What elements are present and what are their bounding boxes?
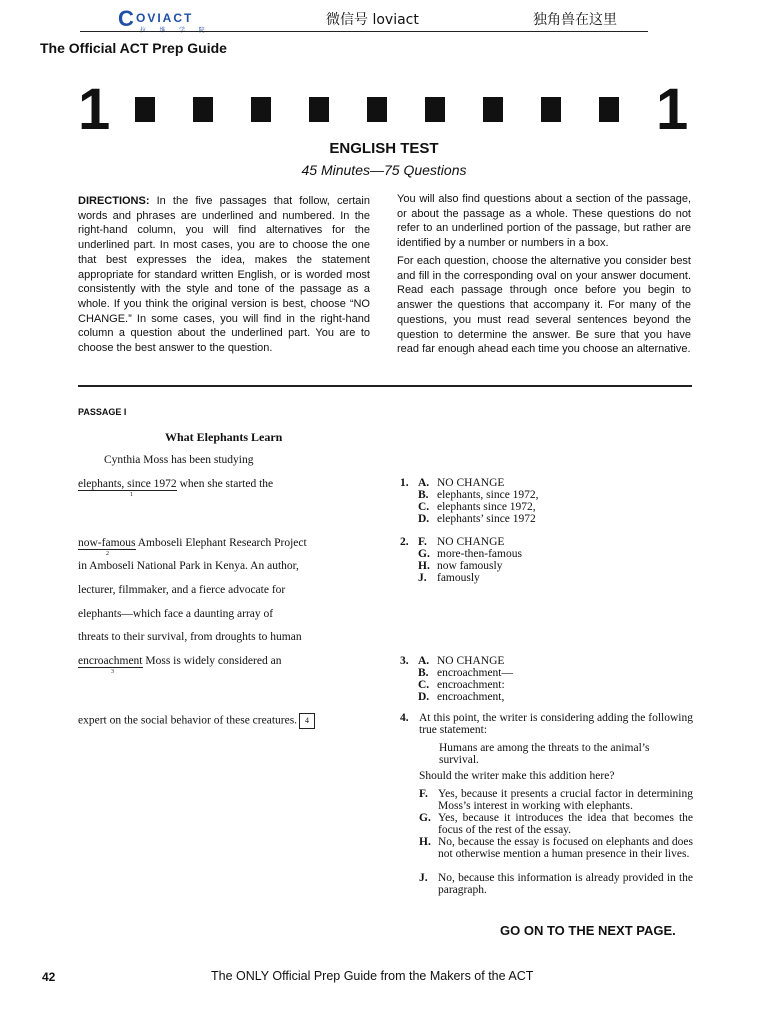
banner-square [483, 97, 503, 122]
question-ask: Should the writer make this addition here? [419, 770, 615, 782]
wechat-id: 微信号 loviact [326, 12, 419, 28]
option-letter[interactable]: A. [418, 477, 430, 489]
passage-line [78, 713, 315, 729]
option-text: famously [437, 572, 480, 584]
passage-line: in Amboseli National Park in Kenya. An author, [78, 560, 299, 572]
passage-text: Amboseli Elephant Research Project [135, 537, 307, 549]
question-4 [400, 712, 693, 897]
go-on-next-page: GO ON TO THE NEXT PAGE. [500, 923, 676, 938]
passage-line [78, 537, 307, 557]
option-text: NO CHANGE [437, 477, 505, 489]
test-subtitle: 45 Minutes—75 Questions [301, 162, 467, 178]
option-letter[interactable]: F. [418, 536, 427, 548]
passage-text: Moss is widely considered an [142, 655, 282, 667]
option-text: elephants’ since 1972 [437, 513, 536, 525]
option-text: encroachment, [437, 691, 505, 703]
section-divider [78, 385, 692, 387]
logo-subtitle [140, 25, 211, 34]
option-letter[interactable]: D. [418, 513, 430, 525]
directions-right-2: For each question, choose the alternative you consider best and fill in the corresponding oval on your answer document. Read each passage through once before you begin to answer the questions that accompany it. For many of the questions, you must read several sentences beyond the question to determine the answer. Be sure that you have read far enough ahead each time you choose an alternative. [397, 255, 691, 356]
option-text: elephants since 1972, [437, 501, 536, 513]
question-1 [400, 477, 690, 527]
header-slogan: 独角兽在这里 [533, 12, 617, 28]
passage-line: elephants—which face a daunting array of [78, 608, 274, 620]
option-letter[interactable]: H. [418, 560, 430, 572]
question-number: 1. [400, 477, 409, 489]
option-letter[interactable]: G. [419, 812, 431, 824]
option-text: encroachment: [437, 679, 505, 691]
option-text: more-then-famous [437, 548, 522, 560]
section-number-right: 1 [656, 77, 689, 142]
question-number: 4. [400, 712, 409, 724]
option-letter[interactable]: J. [419, 872, 428, 884]
directions-text: In the five passages that follow, certain words and phrases are underlined and numbered. In the right-hand column, you will find alternatives for the underlined part. In most cases, you are to choose the one that best expresses the idea, makes the statement appropriate for standard written English, or is worded most consistently with the style and tone of the passage as a whole. If you think the original version is best, choose “NO CHANGE.” In some cases, you will find in the right-hand column a question about the underlined part. You are to choose the best answer to the question. [78, 195, 370, 355]
header-rule [80, 31, 648, 32]
option-text: now famously [437, 560, 503, 572]
banner-square [367, 97, 387, 122]
logo-mark: C [118, 6, 134, 31]
page-number: 42 [42, 970, 56, 984]
passage-line: Cynthia Moss has been studying [104, 454, 254, 466]
directions-left [78, 194, 370, 356]
passage-line: threats to their survival, from droughts to human [78, 631, 302, 643]
option-letter[interactable]: D. [418, 691, 430, 703]
underline-number-3: 3 [111, 669, 114, 675]
question-2 [400, 536, 690, 586]
banner-square [251, 97, 271, 122]
banner-square [135, 97, 155, 122]
banner-square [599, 97, 619, 122]
directions-label: DIRECTIONS: [78, 195, 150, 207]
footer-tagline: The ONLY Official Prep Guide from the Makers of the ACT [211, 969, 534, 983]
option-letter[interactable]: B. [418, 667, 429, 679]
underline-number-1: 1 [130, 492, 133, 498]
passage-title: What Elephants Learn [165, 430, 283, 444]
directions-right-1: You will also find questions about a section of the passage, or about the passage as a whole. These questions do not refer to an underlined portion of the passage, but rather are identified by a number or numbers in a box. [397, 193, 691, 250]
banner-square [193, 97, 213, 122]
underlined-phrase-3: encroachment [78, 655, 143, 667]
option-letter[interactable]: F. [419, 788, 428, 800]
underlined-phrase-1: elephants, since 1972 [78, 478, 177, 490]
logo-name: OVIACT [136, 11, 194, 25]
option-text: elephants, since 1972, [437, 489, 539, 501]
question-number: 3. [400, 655, 409, 667]
option-letter[interactable]: A. [418, 655, 430, 667]
question-quote: Humans are among the threats to the animal’s survival. [439, 742, 650, 766]
passage-line [78, 655, 282, 675]
boxed-question-number: 4 [299, 713, 315, 729]
section-number-left: 1 [78, 77, 111, 142]
option-text: NO CHANGE [437, 655, 505, 667]
question-number: 2. [400, 536, 409, 548]
question-3 [400, 655, 690, 705]
option-text: encroachment— [437, 667, 513, 679]
underlined-phrase-2: now-famous [78, 537, 136, 549]
underline-number-2: 2 [106, 551, 109, 557]
passage-line: lecturer, filmmaker, and a fierce advocate for [78, 584, 286, 596]
passage-text: when she started the [176, 478, 274, 490]
answer-option[interactable] [419, 788, 693, 812]
option-text: Yes, because it introduces the idea that becomes the focus of the rest of the essay. [438, 812, 693, 836]
option-letter[interactable]: C. [418, 679, 430, 691]
option-letter[interactable]: C. [418, 501, 430, 513]
answer-option[interactable] [419, 836, 693, 872]
option-text: No, because this information is already provided in the paragraph. [438, 872, 693, 896]
answer-option[interactable] [419, 812, 693, 836]
banner-square [541, 97, 561, 122]
option-text: Yes, because it presents a crucial factor in determining Moss’s interest in working with elephants. [438, 788, 693, 812]
guide-title: The Official ACT Prep Guide [40, 40, 227, 56]
option-letter[interactable]: J. [418, 572, 427, 584]
banner-square [309, 97, 329, 122]
option-letter[interactable]: B. [418, 489, 429, 501]
coviact-logo [118, 6, 218, 32]
question-stem: At this point, the writer is considering adding the following true statement: [419, 712, 693, 736]
test-title: ENGLISH TEST [329, 140, 439, 157]
passage-label: PASSAGE I [78, 407, 127, 417]
passage-line [78, 478, 274, 498]
option-letter[interactable]: G. [418, 548, 430, 560]
option-text: No, because the essay is focused on elephants and does not otherwise mention a human presence in their lives. [438, 836, 693, 860]
option-letter[interactable]: H. [419, 836, 431, 848]
answer-option[interactable] [419, 872, 693, 896]
passage-text: expert on the social behavior of these creatures. [78, 714, 298, 727]
banner-square [425, 97, 445, 122]
option-text: NO CHANGE [437, 536, 505, 548]
